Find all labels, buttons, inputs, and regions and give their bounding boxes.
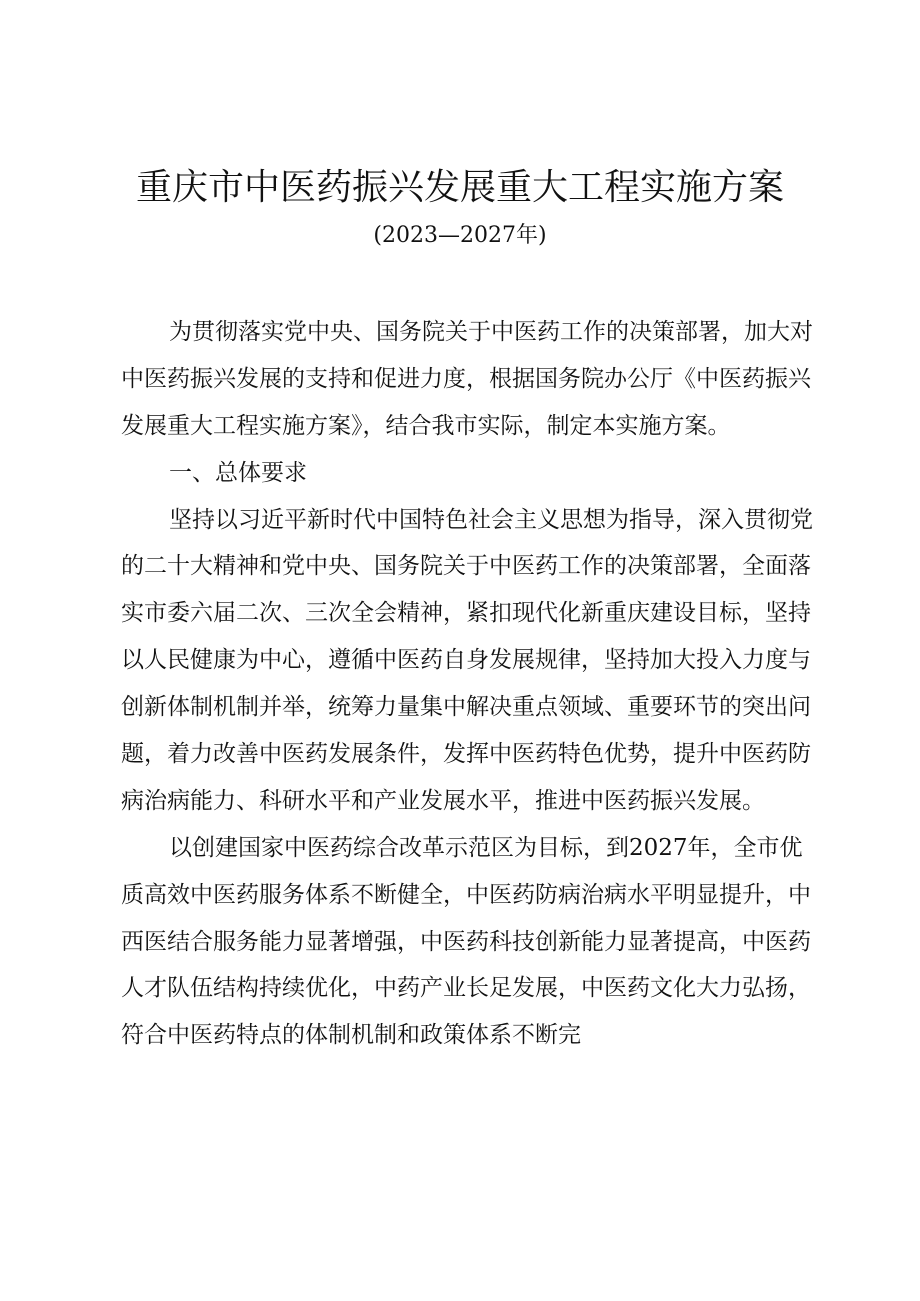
paragraph-line: 的二十大精神和党中央、国务院关于中医药工作的决策部署，全面落 — [121, 553, 811, 580]
paragraph-line: 坚持以习近平新时代中国特色社会主义思想为指导，深入贯彻党 — [169, 506, 813, 533]
paragraph-line: 以创建国家中医药综合改革示范区为目标，到2027年，全市优 — [169, 834, 803, 861]
paragraph-line: 人才队伍结构持续优化，中药产业长足发展，中医药文化大力弘扬， — [121, 975, 811, 1002]
paragraph-line: 发展重大工程实施方案》，结合我市实际，制定本实施方案。 — [121, 412, 731, 439]
paragraph-line: 为贯彻落实党中央、国务院关于中医药工作的决策部署，加大对 — [169, 319, 813, 345]
paragraph-line: 创新体制机制并举，统筹力量集中解决重点领域、重要环节的突出问 — [121, 694, 811, 721]
paragraph-line: 题，着力改善中医药发展条件，发挥中医药特色优势，提升中医药防 — [121, 741, 811, 768]
paragraph-line: 病治病能力、科研水平和产业发展水平，推进中医药振兴发展。 — [121, 787, 765, 814]
document-title: 重庆市中医药振兴发展重大工程实施方案 — [135, 167, 784, 208]
paragraph-line: 以人民健康为中心，遵循中医药自身发展规律，坚持加大投入力度与 — [121, 647, 811, 674]
paragraph-line: 实市委六届二次、三次全会精神，紧扣现代化新重庆建设目标，坚持 — [121, 600, 811, 627]
document-subtitle: (2023—2027年) — [373, 223, 547, 248]
paragraph-line: 西医结合服务能力显著增强，中医药科技创新能力显著提高，中医药 — [121, 928, 811, 955]
paragraph-line: 符合中医药特点的体制机制和政策体系不断完 — [121, 1022, 581, 1049]
paragraph-line: 中医药振兴发展的支持和促进力度，根据国务院办公厅《中医药振兴 — [121, 365, 811, 392]
paragraph-line: 质高效中医药服务体系不断健全，中医药防病治病水平明显提升，中 — [121, 881, 811, 908]
document-body — [121, 309, 821, 1059]
section-heading: 一、总体要求 — [169, 459, 307, 486]
